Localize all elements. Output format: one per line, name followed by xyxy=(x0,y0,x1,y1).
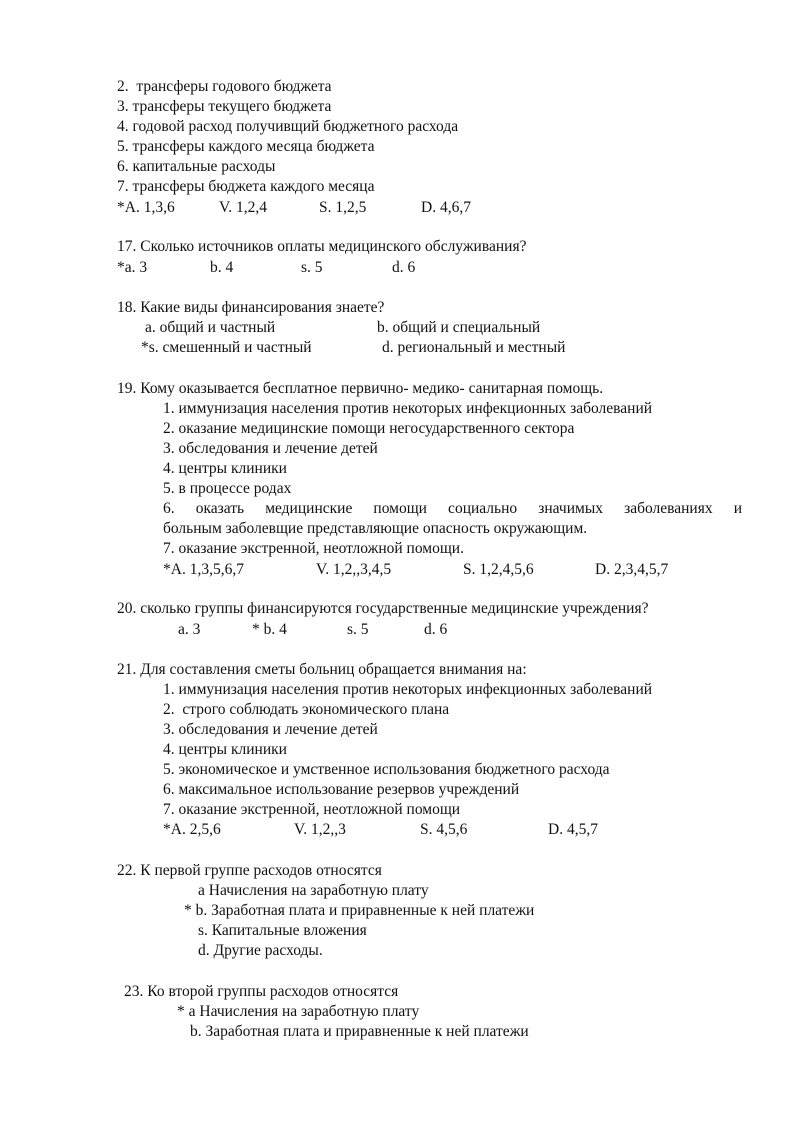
q21-option-a: *A. 2,5,6 xyxy=(163,821,221,838)
q20-option-b: * b. 4 xyxy=(252,621,287,638)
q18-option-d: d. региональный и местный xyxy=(382,339,566,356)
q16-item-2: 2. трансферы годового бюджета xyxy=(117,78,332,95)
q18-option-a: a. общий и частный xyxy=(145,319,276,336)
q21-item-6: 6. максимальное использование резервов учреждений xyxy=(163,781,520,798)
q19-item-2: 2. оказание медицинские помощи негосударственного сектора xyxy=(163,420,575,437)
q22-option-a: а Начисления на заработную плату xyxy=(198,882,429,899)
q17-option-s: s. 5 xyxy=(301,259,323,276)
q19-options xyxy=(0,560,800,580)
q18-options-row2 xyxy=(0,338,800,358)
q20-question: 20. сколько группы финансируются государственные медицинские учреждения? xyxy=(117,600,649,617)
q17-option-b: b. 4 xyxy=(210,259,234,276)
q20-option-d: d. 6 xyxy=(424,621,448,638)
q23-option-a: * а Начисления на заработную плату xyxy=(177,1003,420,1020)
q19-item-6: 6. оказать медицинские помощи социально значимых заболеваниях и xyxy=(163,500,742,517)
q19-item-5: 5. в процессе родах xyxy=(163,480,292,497)
q21-item-3: 3. обследования и лечение детей xyxy=(163,721,378,738)
q19-item-3: 3. обследования и лечение детей xyxy=(163,440,378,457)
q22-option-d: d. Другие расходы. xyxy=(198,942,323,959)
q21-option-v: V. 1,2,,3 xyxy=(294,821,346,838)
q17-option-d: d. 6 xyxy=(392,259,416,276)
q17-question: 17. Сколько источников оплаты медицинского обслуживания? xyxy=(117,238,527,255)
q20-option-a: a. 3 xyxy=(178,621,201,638)
q22-option-b: * b. Заработная плата и приравненные к ней платежи xyxy=(184,902,535,919)
q18-option-s: *s. смешенный и частный xyxy=(141,339,312,356)
q19-item-6-continued: больным заболевщие представляющие опасность окружающим. xyxy=(163,520,588,537)
q19-option-s: S. 1,2,4,5,6 xyxy=(463,561,534,578)
q16-item-4: 4. годовой расход получивщий бюджетного расхода xyxy=(117,118,459,135)
q21-option-d: D. 4,5,7 xyxy=(548,821,598,838)
q21-item-2: 2. строго соблюдать экономического плана xyxy=(163,701,450,718)
q20-option-s: s. 5 xyxy=(347,621,369,638)
q16-option-a: *A. 1,3,6 xyxy=(117,199,175,216)
q22-question: 22. К первой группе расходов относятся xyxy=(117,862,382,879)
q21-item-7: 7. оказание экстренной, неотложной помощи xyxy=(163,801,461,818)
q19-item-7: 7. оказание экстренной, неотложной помощи. xyxy=(163,540,464,557)
q21-question: 21. Для составления сметы больниц обращается внимания на: xyxy=(117,661,527,678)
q19-option-a: *A. 1,3,5,6,7 xyxy=(163,561,244,578)
q17-option-a: *a. 3 xyxy=(117,259,148,276)
q19-option-d: D. 2,3,4,5,7 xyxy=(595,561,669,578)
q16-item-6: 6. капитальные расходы xyxy=(117,158,276,175)
q19-question: 19. Кому оказывается бесплатное первично- медико- санитарная помощь. xyxy=(117,380,604,397)
q22-option-s: s. Капитальные вложения xyxy=(198,922,367,939)
q23-question: 23. Ко второй группы расходов относятся xyxy=(124,983,399,1000)
q23-option-b: b. Заработная плата и приравненные к ней платежи xyxy=(190,1023,529,1040)
q18-option-b: b. общий и специальный xyxy=(377,319,541,336)
q16-item-7: 7. трансферы бюджета каждого месяца xyxy=(117,178,375,195)
q17-options xyxy=(0,258,800,278)
q18-options-row1 xyxy=(0,318,800,338)
q18-question: 18. Какие виды финансирования знаете? xyxy=(117,299,385,316)
q19-item-4: 4. центры клиники xyxy=(163,460,287,477)
q16-item-3: 3. трансферы текущего бюджета xyxy=(117,98,332,115)
q21-item-5: 5. экономическое и умственное использования бюджетного расхода xyxy=(163,761,610,778)
q16-item-5: 5. трансферы каждого месяца бюджета xyxy=(117,138,375,155)
q16-options xyxy=(0,198,800,218)
q16-option-d: D. 4,6,7 xyxy=(421,199,471,216)
q16-option-v: V. 1,2,4 xyxy=(219,199,267,216)
q21-item-1: 1. иммунизация населения против некоторых инфекционных заболеваний xyxy=(163,681,653,698)
q21-option-s: S. 4,5,6 xyxy=(420,821,468,838)
q20-options xyxy=(0,620,800,640)
q19-option-v: V. 1,2,,3,4,5 xyxy=(316,561,392,578)
q21-options xyxy=(0,820,800,840)
q16-option-s: S. 1,2,5 xyxy=(319,199,367,216)
q19-item-1: 1. иммунизация населения против некоторых инфекционных заболеваний xyxy=(163,400,653,417)
q21-item-4: 4. центры клиники xyxy=(163,741,287,758)
